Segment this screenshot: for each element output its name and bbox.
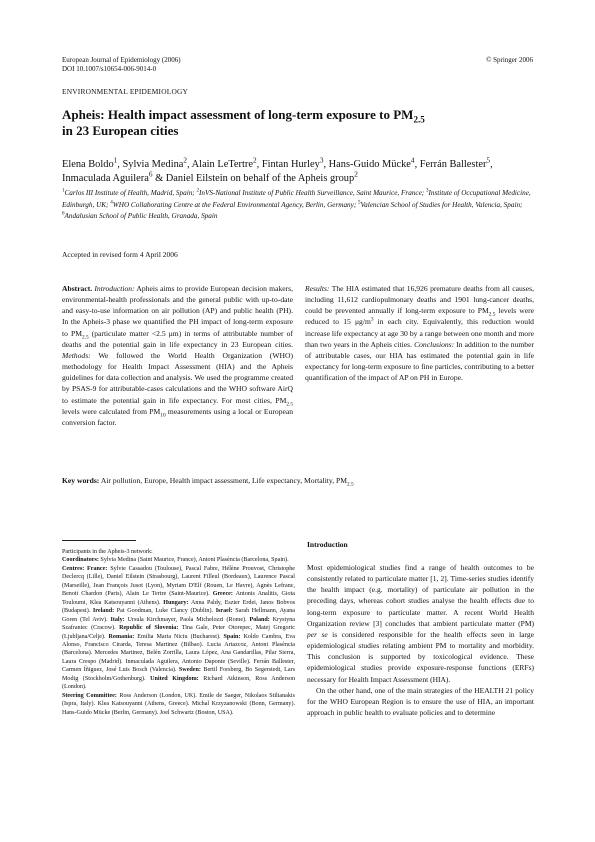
affiliation-number: 3 <box>425 188 429 194</box>
author-affiliation-mark: 2 <box>252 156 257 165</box>
author-affiliation-mark: 2 <box>354 170 358 179</box>
pm-subscript: 2.5 <box>488 311 496 318</box>
author-affiliation-mark: 1 <box>113 156 118 165</box>
intro-italic: per se <box>307 629 328 639</box>
affiliation-number: 4 <box>110 200 113 206</box>
abstract-methods-label: Methods: <box>62 350 91 360</box>
participants-heading: Participants in the Apheis-3 network: <box>62 549 153 555</box>
country-label: Greece: <box>212 591 233 598</box>
affiliation: InVS-National Institute of Public Health Surveillance, Saint Maurice, France; <box>199 189 426 197</box>
copyright: © Springer 2006 <box>486 56 533 64</box>
abstract-results-text2: levels were reduced to 15 μg/m <box>305 306 534 327</box>
affiliation: Carlos III Institute of Health, Madrid, Spain; <box>64 189 197 197</box>
abstract-methods-text: We followed the World Health Organization (WHO) methodology for Health Impact Assessment (HIA) and the Apheis guidelines for data collection and analysis. We used the programme created by PSAS-9 for attributable-cases calculations and the WHO software AirQ to estimate the potential gain in life expectancy. For most cities, PM <box>62 350 293 405</box>
steering-text: Ross Anderson (London, UK). Emile de Saeger, Nikolaos Stilianakis (Ispra, Italy). Klea Katsouyanni (Athens, Greece). Michal Krzyzanowski (Bonn, Germany). Hans-Guido Mücke (Berlin, Germany). Joel Schwartz (Boston, USA). <box>62 692 295 716</box>
author: Fintan Hurley <box>261 159 320 170</box>
abstract-intro-text: Apheis aims to provide European decision makers, environmental-health professionals and the general public with up-to-date and easy-to-use information on air pollution (AP) and public health (PH). In the Apheis-3 phase we quantified the PH impact of long-term exposure to PM <box>62 284 293 338</box>
country-text: Sarah Hellmann, Ayana Goren (Tel Aviv). <box>62 608 295 623</box>
author-list <box>62 158 537 186</box>
author-separator: , <box>323 159 329 170</box>
author-separator: , <box>117 159 123 170</box>
pm-subscript: 2.5 <box>286 401 293 408</box>
introduction-body <box>307 562 534 718</box>
country-text: Emilia Maria Niciu (Bucharest). <box>134 633 221 640</box>
abstract-methods-text3: measurements using a local or European conversion factor. <box>62 406 293 427</box>
centres-text: Sylvie Cassadou (Toulouse), Pascal Fabre, Hélène Prouvost, Christophe Declercq (Lille), Daniel Eilstein (Strasbourg), Laurent Filleul (Bordeaux), Laurence Pascal (Marseille), Jean François Jusot (Lyon), Myriam D'Elf (Rouen, Le Havre), Agnès Lefranc, Benoit Chardon (Paris), Alain Le Tertre (Saint-Maurice). <box>62 565 295 598</box>
author-separator: , <box>187 159 192 170</box>
author: Inmaculada Aguilera <box>62 173 149 184</box>
affiliation: Andalusian School of Public Health, Granada, Spain <box>64 212 218 220</box>
country-label: Republic of Slovenia: <box>119 625 179 632</box>
affiliation-number: 5 <box>358 200 361 206</box>
intro-paragraph: On the other hand, one of the main strategies of the HEALTH 21 policy for the WHO European Region is to ensure the use of HIA, an important approach in public health to evaluate policies and to determine <box>307 685 534 718</box>
author: Sylvia Medina <box>122 159 184 170</box>
keywords-subscript: 2.5 <box>347 481 354 488</box>
participants-footnote <box>62 548 295 717</box>
country-label: Sweden: <box>178 667 201 674</box>
steering-label: Steering Committee: <box>62 692 117 699</box>
affiliation: WHO Collaborating Centre at the Federal Environmental Agency, Berlin, Germany; <box>112 200 359 209</box>
country-label: United Kingdom: <box>150 675 199 682</box>
country-label: Spain: <box>223 633 241 640</box>
abstract-label: Abstract. <box>62 284 93 293</box>
abstract-conclusions-label: Conclusions: <box>414 339 455 349</box>
author-affiliation-mark: 6 <box>148 170 153 179</box>
country-label: Ireland: <box>92 608 115 615</box>
author: Hans-Guido Mücke <box>328 159 411 170</box>
abstract-intro-text2: (particulate matter <2.5 μm) in terms of attributable number of deaths and the potential gain in life expectancy in 23 European cities. <box>62 328 293 349</box>
author-affiliation-mark: 3 <box>319 156 324 165</box>
footnote-divider <box>62 540 136 541</box>
intro-text: Most epidemiological studies find a range of health outcomes to be consistently related to particulate matter [1, 2]. Time-series studies identify the health impact (e.g. mortality) of particulate air pollution in the preceding days, whereas cohort studies analyse the health effects due to long-term exposure to particulate matter. A recent World Health Organization review [3] concludes that ambient particulate matter (PM) <box>307 563 534 628</box>
author-affiliation-mark: 5 <box>486 156 491 165</box>
country-text: Richard Atkinson, Ross Anderson (London). <box>62 675 295 691</box>
country-text: Ursula Kirchmayer, Paola Michelozzi (Rome). <box>124 616 247 623</box>
author-affiliation-mark: 4 <box>410 156 415 165</box>
author: Ferrán Ballester <box>419 159 487 170</box>
abstract-intro-label: Introduction: <box>94 284 135 293</box>
country-text: Krystyna Szafraniec (Cracow). <box>62 616 295 632</box>
author: Alain LeTertre <box>191 159 253 170</box>
author-separator: , <box>414 159 420 170</box>
country-label: Israel: <box>215 608 233 615</box>
keywords-text: Air pollution, Europe, Health impact assessment, Life expectancy, Mortality, PM <box>99 476 347 485</box>
cube-superscript: 3 <box>370 316 374 323</box>
abstract-results-text: The HIA estimated that 16,926 premature deaths from all causes, including 11,612 cardiopulmonary deaths and 1901 lung-cancer deaths, could be prevented annually if long-term exposure to PM <box>305 284 534 316</box>
country-label: Romania: <box>108 633 135 640</box>
section-heading: ENVIRONMENTAL EPIDEMIOLOGY <box>62 87 189 96</box>
coordinators-label: Coordinators: <box>62 557 99 564</box>
author-separator: , <box>256 159 262 170</box>
keywords-label: Key words: <box>62 476 100 485</box>
author-separator: , <box>490 159 493 170</box>
abstract-left-column <box>62 283 293 428</box>
country-text: Tina Gale, Peter Otorepec, Matej Gregoric (Ljubljana/Celje). <box>62 625 295 640</box>
country-text: Anna Paldy, Eszter Erdei, Janos Bobvos (Budapest). <box>62 599 295 615</box>
title-line2: in 23 European cities <box>62 123 179 138</box>
country-label: Poland: <box>249 616 270 623</box>
title-line1: Apheis: Health impact assessment of long-term exposure to PM <box>62 107 414 122</box>
country-label: Italy: <box>110 616 125 623</box>
country-text: Bertil Forsberg, Bo Segerstedt, Lars Modig (Stockholm/Gothenburg). <box>62 667 295 682</box>
affiliation-number: 6 <box>62 211 65 217</box>
keywords <box>62 476 534 488</box>
centres-label: Centres: France: <box>62 565 108 572</box>
affiliation: Institute of Occupational Medicine, Edinburgh, UK; <box>62 189 531 209</box>
abstract-methods-text2: levels were calculated from PM <box>62 406 161 416</box>
author: Daniel Eilstein on behalf of the Apheis group <box>165 173 355 184</box>
country-text: Pat Goodman, Luke Clancy (Dublin). <box>114 608 214 615</box>
affiliation-number: 1 <box>62 188 65 194</box>
coordinators-text: Sylvia Medina (Saint Maurice, France), Antoni Plasència (Barcelona, Spain). <box>98 557 289 564</box>
intro-paragraph <box>307 562 534 685</box>
journal-citation <box>62 56 181 74</box>
affiliation-number: 2 <box>196 188 199 194</box>
pm-subscript: 2.5 <box>81 334 89 341</box>
abstract-results-label: Results: <box>305 284 330 293</box>
title-subscript: 2.5 <box>413 114 425 125</box>
accepted-date: Accepted in revised form 4 April 2006 <box>62 250 178 259</box>
article-title <box>62 107 532 139</box>
author: Elena Boldo <box>62 159 114 170</box>
abstract-conclusions-text: In addition to the number of attributable cases, our HIA has estimated the potential gain in life expectancy for long-term exposure to fine particles, contributing to a better quantification of the impact of AP on PH in Europe. <box>305 339 534 383</box>
affiliations <box>62 188 537 223</box>
author-separator: & <box>152 173 166 184</box>
country-text: Koldo Cambra, Eva Alonso, Francisco Cirarda, Teresa Martinez (Bilbao). Lucia Artazcoz, Antoni Plasència (Barcelona). Mercedes Martinez, Belén Zorrilla, Laura López, Ana Gandarillas, Pilar Sierra, Laura Crespo (Madrid). Inmaculada Aguilera, Antonio Daponte (Seville). Ferrán Ballester, Carmen Íñiguez, José Luis Bosch (Valencia). <box>62 633 295 674</box>
introduction-heading: Introduction <box>307 540 348 549</box>
affiliation: Valencian School of Studies for Health, Valencia, Spain; <box>360 200 523 209</box>
pm10-subscript: 10 <box>160 412 166 419</box>
doi: DOI 10.1007/s10654-006-9014-0 <box>62 65 157 73</box>
abstract-results-text3: in each city. Equivalently, this reduction would increase life expectancy at age 30 by a range between one month and more than two years in the Apheis cities. <box>305 317 534 349</box>
journal-name: European Journal of Epidemiology (2006) <box>62 56 181 64</box>
intro-text: is considered responsible for the health effects seen in large epidemiological studies relating ambient PM to mortality and morbidity. This conclusion is supported by toxicological evidence. These epidemiological studies provide exposure-response functions (ERFs) necessary for Health Impact Assessment (HIA). <box>307 629 534 684</box>
author-affiliation-mark: 2 <box>183 156 188 165</box>
abstract-right-column <box>305 283 534 383</box>
country-text: Antonis Analitis, Giota Touloumi, Klea Katsouyanni (Athens). <box>62 591 295 606</box>
country-label: Hungary: <box>163 599 189 606</box>
